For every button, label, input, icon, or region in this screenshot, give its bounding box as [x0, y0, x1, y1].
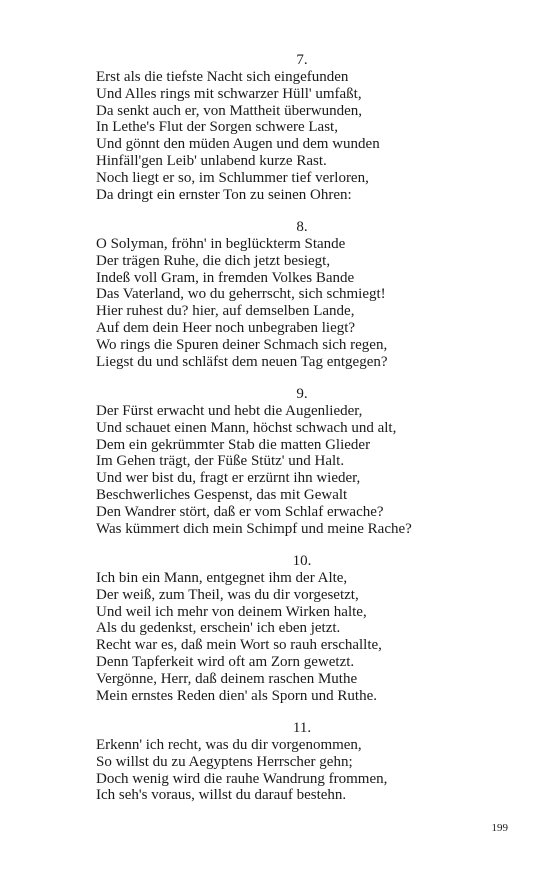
stanza-number: 11.	[292, 720, 312, 736]
verse-line: Auf dem dein Heer noch unbegraben liegt?	[96, 319, 356, 336]
verse-line: Mein ernstes Reden dien' als Sporn und Ruthe.	[96, 687, 377, 704]
verse-line: Beschwerliches Gespenst, das mit Gewalt	[96, 486, 348, 503]
verse-line: Erst als die tiefste Nacht sich eingefunden	[96, 69, 349, 85]
verse-line: Da senkt auch er, von Mattheit überwunden,	[96, 102, 362, 119]
verse-line: Recht war es, daß mein Wort so rauh erschallte,	[96, 637, 382, 654]
stanza-8	[96, 219, 456, 370]
verse-line: Wo rings die Spuren deiner Schmach sich regen,	[96, 336, 388, 353]
page-number: 199	[491, 822, 508, 834]
verse-line: Was kümmert dich mein Schimpf und meine Rache?	[96, 520, 412, 537]
verse-line: Indeß voll Gram, in fremden Volkes Bande	[96, 269, 355, 286]
verse-line: O Solyman, fröhn' in beglückterm Stande	[96, 236, 346, 252]
verse-line: Und schauet einen Mann, höchst schwach und alt,	[96, 419, 397, 436]
verse-line: Ich bin ein Mann, entgegnet ihm der Alte,	[96, 570, 348, 586]
verse-line: Und gönnt den müden Augen und dem wunden	[96, 136, 380, 153]
verse-line: Da dringt ein ernster Ton zu seinen Ohren:	[96, 186, 352, 203]
verse-line: Im Gehen trägt, der Füße Stütz' und Halt.	[96, 453, 345, 470]
stanza-10	[96, 553, 456, 704]
verse-line: Als du gedenkst, erschein' ich eben jetzt.	[96, 620, 341, 637]
verse-line: Und Alles rings mit schwarzer Hüll' umfaßt,	[96, 85, 362, 102]
verse-line: Den Wandrer stört, daß er vom Schlaf erwache?	[96, 503, 384, 520]
verse-line: In Lethe's Flut der Sorgen schwere Last,	[96, 119, 338, 136]
verse-line: Ich seh's voraus, willst du darauf bestehn.	[96, 787, 347, 804]
stanza-number: 10.	[292, 553, 312, 569]
verse-line: Der trägen Ruhe, die dich jetzt besiegt,	[96, 252, 331, 269]
stanza-number: 8.	[296, 219, 308, 235]
stanza-7	[96, 52, 456, 203]
verse-line: Der weiß, zum Theil, was du dir vorgesetzt,	[96, 586, 359, 603]
verse-line: Liegst du und schläfst dem neuen Tag entgegen?	[96, 353, 388, 370]
verse-line: Erkenn' ich recht, was du dir vorgenommen,	[96, 737, 362, 753]
verse-line: Hinfäll'gen Leib' unlabend kurze Rast.	[96, 152, 327, 169]
verse-line: Doch wenig wird die rauhe Wandrung frommen,	[96, 770, 388, 787]
verse-line: Dem ein gekrümmter Stab die matten Glieder	[96, 436, 371, 453]
verse-line: Denn Tapferkeit wird oft am Zorn gewetzt.	[96, 653, 355, 670]
stanza-number: 9.	[296, 386, 308, 402]
verse-line: So willst du zu Aegyptens Herrscher gehn;	[96, 753, 353, 770]
verse-line: Noch liegt er so, im Schlummer tief verloren,	[96, 169, 369, 186]
verse-line: Der Fürst erwacht und hebt die Augenlieder,	[96, 403, 363, 419]
stanza-11	[96, 720, 456, 804]
verse-line: Vergönne, Herr, daß deinem raschen Muthe	[96, 670, 358, 687]
verse-line: Hier ruhest du? hier, auf demselben Lande,	[96, 303, 355, 320]
verse-line: Und wer bist du, fragt er erzürnt ihn wieder,	[96, 470, 361, 487]
stanza-number: 7.	[296, 52, 308, 68]
stanza-9	[96, 386, 456, 537]
verse-line: Und weil ich mehr von deinem Wirken halte,	[96, 603, 367, 620]
verse-line: Das Vaterland, wo du geherrscht, sich schmiegt!	[96, 286, 386, 303]
